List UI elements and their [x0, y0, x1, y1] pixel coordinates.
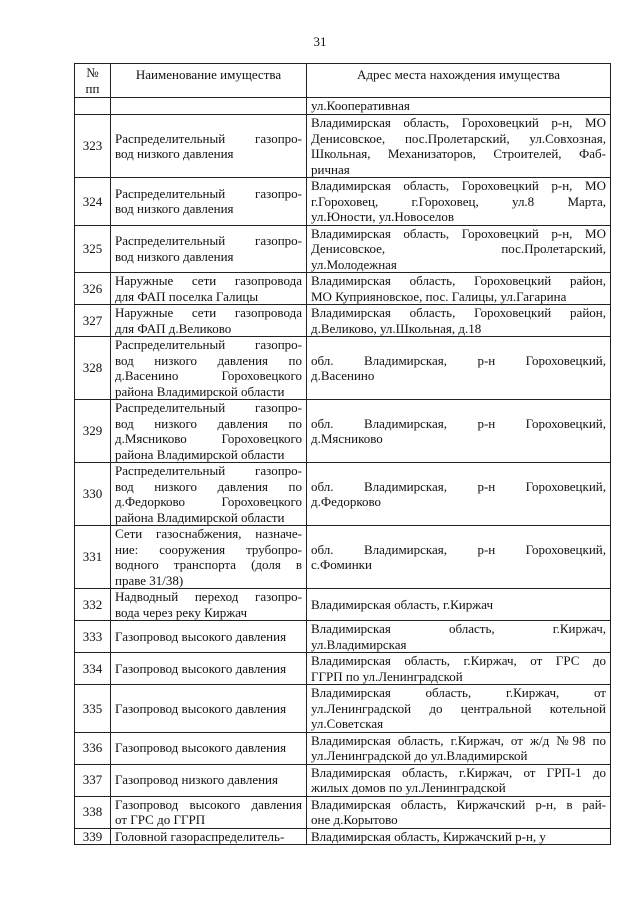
address-line: Владимирская область, Гороховецкий район, — [311, 305, 606, 320]
address-line: Владимирская область, Киржачский р-н, у — [311, 828, 546, 844]
name-line: от ГРС до ГГРП — [115, 812, 206, 827]
address-line: Школьная, Механизаторов, Строителей, Фаб- — [311, 146, 606, 161]
table-row — [75, 178, 611, 226]
name-line: района Владимирской области — [115, 383, 285, 399]
row-number: 328 — [75, 337, 111, 400]
address-line: ул.Юности, ул.Новоселов — [311, 209, 454, 224]
name-line: Надводный переход газопро- — [115, 589, 302, 604]
address-line: ул.Ленинградской до ул.Владимирской — [311, 748, 528, 763]
row-address — [307, 653, 611, 685]
row-address — [307, 589, 611, 621]
row-address — [307, 337, 611, 400]
name-line: района Владимирской области — [115, 446, 285, 462]
header-name: Наименование имущества — [111, 64, 307, 98]
row-number: 329 — [75, 400, 111, 463]
row-address — [307, 764, 611, 796]
header-address: Адрес места нахождения имущества — [307, 64, 611, 98]
row-number: 330 — [75, 463, 111, 526]
name-line: Распределительный газопро- — [115, 130, 302, 146]
name-line: Газопровод низкого давления — [115, 772, 278, 788]
address-line: оне д.Корытово — [311, 812, 398, 827]
row-number: 339 — [75, 828, 111, 845]
row-name — [111, 225, 307, 273]
address-line: МО Куприяновское, пос. Галицы, ул.Гагарина — [311, 288, 567, 304]
row-number: 334 — [75, 653, 111, 685]
table-row — [75, 621, 611, 653]
name-line: Сети газоснабжения, назначе- — [115, 526, 302, 541]
table-row — [75, 225, 611, 273]
name-line: Газопровод высокого давления — [115, 660, 287, 676]
address-line: ул.Ленинградской до центральной котельной — [311, 700, 606, 716]
name-line: вода через реку Киржач — [115, 604, 247, 620]
row-address — [307, 273, 611, 305]
address-line: Владимирская область, г.Киржач — [311, 596, 494, 612]
address-line: ул.Молодежная — [311, 256, 397, 272]
row-address — [307, 828, 611, 845]
property-table — [74, 63, 611, 845]
header-number-symbol: № — [86, 65, 99, 80]
address-line: Владимирская область, г.Киржач, от ж/д №98 по — [311, 732, 606, 748]
address-line: обл. Владимирская, р-н Гороховецкий, — [311, 478, 606, 494]
table-row — [75, 764, 611, 796]
address-line: д.Мясниково — [311, 431, 383, 446]
address-line: с.Фоминки — [311, 557, 372, 572]
row-number: 332 — [75, 589, 111, 621]
address-line: Владимирская область, г.Киржач, от — [311, 685, 606, 700]
name-line: района Владимирской области — [115, 509, 285, 525]
address-line: обл. Владимирская, р-н Гороховецкий, — [311, 352, 606, 368]
row-name — [111, 589, 307, 621]
name-line: д.Васенино Гороховецкого — [115, 368, 302, 383]
name-line: Газопровод высокого давления — [115, 740, 287, 756]
name-line: для ФАП д.Великово — [115, 320, 232, 336]
address-line: д.Великово, ул.Школьная, д.18 — [311, 320, 482, 336]
address-line: ричная — [311, 161, 350, 177]
table-row — [75, 400, 611, 463]
row-name — [111, 732, 307, 764]
name-line: вод низкого давления — [115, 201, 234, 217]
address-line: Владимирская область, Киржачский р-н, в рай- — [311, 796, 606, 812]
row-address — [307, 98, 611, 115]
name-line: вод низкого давления — [115, 248, 234, 264]
row-number: 323 — [75, 115, 111, 178]
row-name — [111, 400, 307, 463]
address-line: обл. Владимирская, р-н Гороховецкий, — [311, 541, 606, 557]
row-name — [111, 653, 307, 685]
name-line: Газопровод высокого давления — [115, 796, 302, 812]
row-number: 333 — [75, 621, 111, 653]
address-line: Владимирская область, Гороховецкий р-н, МО — [311, 115, 606, 130]
row-name — [111, 337, 307, 400]
name-line: Головной газораспределитель- — [115, 828, 285, 844]
row-address — [307, 685, 611, 733]
name-line: Распределительный газопро- — [115, 185, 302, 201]
name-line: ние: сооружения трубопро- — [115, 541, 302, 557]
name-line: Наружные сети газопровода — [115, 273, 302, 288]
name-line: Распределительный газопро- — [115, 337, 302, 352]
row-number: 325 — [75, 225, 111, 273]
row-address — [307, 225, 611, 273]
address-line: обл. Владимирская, р-н Гороховецкий, — [311, 415, 606, 431]
row-name — [111, 463, 307, 526]
row-address — [307, 178, 611, 226]
table-row — [75, 526, 611, 589]
name-line: праве 31/38) — [115, 572, 184, 588]
address-line: Денисовское, пос.Пролетарский, ул.Совхозная, — [311, 130, 606, 146]
address-line: жилых домов по ул.Ленинградской — [311, 780, 506, 795]
address-line: Владимирская область, Гороховецкий р-н, МО — [311, 225, 606, 241]
row-name — [111, 621, 307, 653]
address-line: д.Васенино — [311, 368, 375, 383]
name-line: Распределительный газопро- — [115, 233, 302, 249]
address-line: Владимирская область, г.Киржач, от ГРП-1 до — [311, 764, 606, 780]
name-line: Распределительный газопро- — [115, 400, 302, 415]
row-number — [75, 98, 111, 115]
table-row — [75, 463, 611, 526]
name-line: Наружные сети газопровода — [115, 305, 302, 320]
row-name — [111, 764, 307, 796]
address-line: д.Федорково — [311, 494, 382, 509]
name-line: Газопровод высокого давления — [115, 700, 287, 716]
name-line: вод низкого давления — [115, 146, 234, 161]
address-line: ГГРП по ул.Ленинградской — [311, 668, 463, 684]
name-line: водного транспорта (доля в — [115, 557, 302, 572]
row-number: 337 — [75, 764, 111, 796]
address-line: г.Гороховец, г.Гороховец, ул.8 Марта, — [311, 193, 606, 209]
row-address — [307, 400, 611, 463]
row-address — [307, 621, 611, 653]
address-line: Владимирская область, г.Киржач, от ГРС до — [311, 653, 606, 668]
name-line: д.Федорково Гороховецкого — [115, 494, 302, 509]
name-line: д.Мясниково Гороховецкого — [115, 431, 302, 446]
row-name — [111, 305, 307, 337]
page-number: 31 — [313, 34, 327, 49]
address-line: Денисовское, пос.Пролетарский, — [311, 241, 606, 256]
name-line: вод низкого давления по — [115, 415, 302, 431]
row-name — [111, 828, 307, 845]
header-number-abbrev: пп — [85, 80, 100, 96]
row-name — [111, 178, 307, 226]
row-name — [111, 273, 307, 305]
address-line: ул.Советская — [311, 716, 384, 731]
table-row — [75, 337, 611, 400]
address-line: Владимирская область, Гороховецкий р-н, МО — [311, 178, 606, 193]
row-number: 327 — [75, 305, 111, 337]
row-number: 326 — [75, 273, 111, 305]
row-address — [307, 526, 611, 589]
table-row — [75, 828, 611, 845]
address-line: Владимирская область, г.Киржач, — [311, 621, 606, 636]
row-number: 324 — [75, 178, 111, 226]
row-address — [307, 796, 611, 828]
table-row — [75, 115, 611, 178]
address-line: ул.Кооперативная — [311, 98, 410, 114]
name-line: вод низкого давления по — [115, 352, 302, 368]
table-row — [75, 732, 611, 764]
address-line: ул.Владимирская — [311, 636, 407, 652]
address-line: Владимирская область, Гороховецкий район, — [311, 273, 606, 288]
row-number: 336 — [75, 732, 111, 764]
row-name — [111, 526, 307, 589]
table-row — [75, 305, 611, 337]
name-line: вод низкого давления по — [115, 478, 302, 494]
table-header — [75, 64, 611, 98]
table-row — [75, 589, 611, 621]
row-address — [307, 305, 611, 337]
row-address — [307, 115, 611, 178]
row-number: 335 — [75, 685, 111, 733]
header-number — [75, 64, 111, 98]
table-row — [75, 273, 611, 305]
row-name — [111, 796, 307, 828]
row-number: 338 — [75, 796, 111, 828]
table-row — [75, 685, 611, 733]
row-name — [111, 115, 307, 178]
row-name — [111, 98, 307, 115]
name-line: для ФАП поселка Галицы — [115, 288, 259, 304]
row-address — [307, 732, 611, 764]
table-body — [75, 98, 611, 845]
row-number: 331 — [75, 526, 111, 589]
name-line: Газопровод высокого давления — [115, 628, 287, 644]
row-address — [307, 463, 611, 526]
name-line: Распределительный газопро- — [115, 463, 302, 478]
table-row — [75, 653, 611, 685]
row-name — [111, 685, 307, 733]
table-row-continuation — [75, 98, 611, 115]
table-row — [75, 796, 611, 828]
